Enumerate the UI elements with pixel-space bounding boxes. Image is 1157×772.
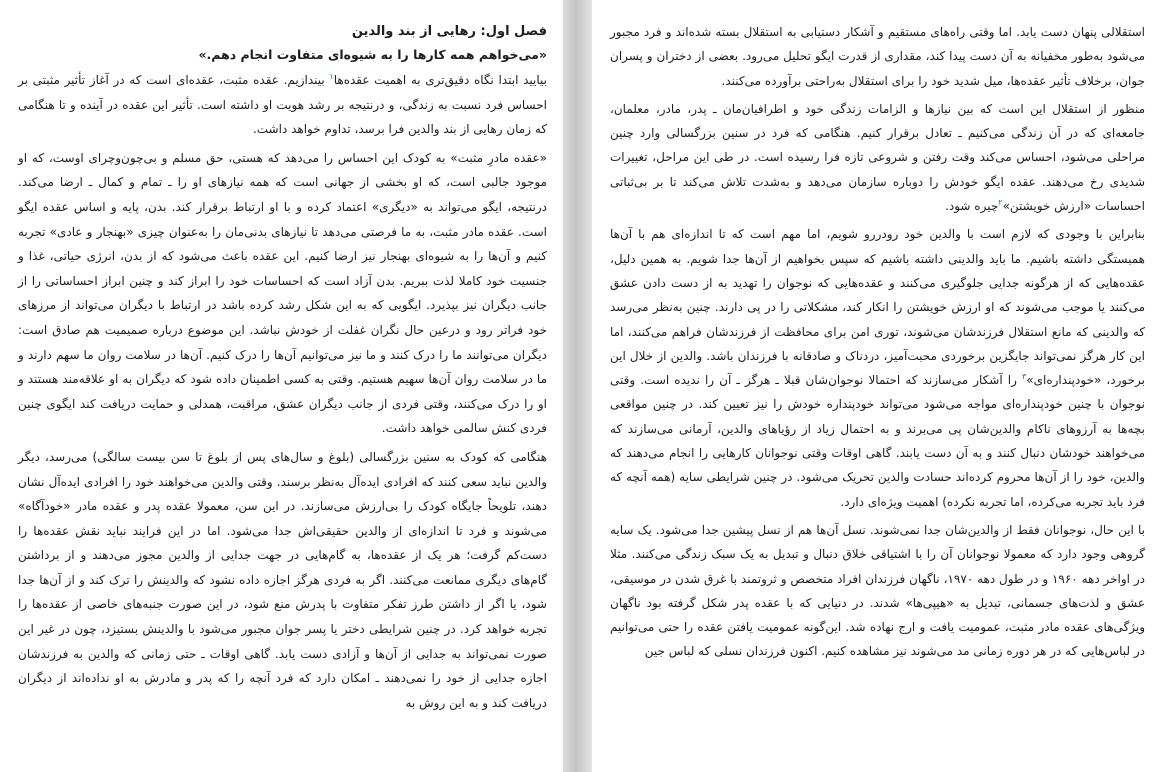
paragraph-text: چیره شود. <box>945 199 999 214</box>
paragraph: «عقده مادرِ مثبت» به کودک این احساس را می‌دهد که هستی، حق مسلم و بی‌چون‌وچرای اوست، که او موجود جالبی است، که او بخشی از جهانی است که همه نیازهای او را ـ تمام و کمال ـ ارضا می‌کند. درنتیجه، ایگو می‌تواند به «دیگری» اعتماد کرده و با او ارتباط برقرار کند. بدن، پایه و اساس عقده ایگو است. عقده مادر مثبت، به ما فرصتی می‌دهد تا نیازهای بدنی‌مان را به‌عنوان چیزی «بهنجار و عادی» تجربه کنیم و آن‌ها را به شیوه‌ای بهنجار نیز ارضا کنیم. این عقده باعث می‌شود که از بدن، انرژی حیاتی، غذا و جنسیت خود کاملا لذت ببریم. بدن آزاد است که احساسات خود را ابراز کند و چنین ابراز احساساتی را از جانب دیگران نیز بپذیرد. ایگویی که به این شکل رشد کرده باشد در ارتباط با دیگران می‌تواند از مرزهای خود فراتر رود و درعین حال نگران غفلت از خودش نباشد. این موضوع درباره صمیمیت هم صادق است: دیگران می‌توانند ما را درک کنند و ما نیز می‌توانیم آن‌ها را درک کنیم. آن‌ها در سلامت روان ما سهم دارند و ما در سلامت روان آن‌ها سهیم هستیم. وقتی به کسی اطمینان داده شود که دیگران به او علاقه‌مند هستند و او را درک می‌کنند، وقتی فردی از جانب دیگران عشق، مراقبت، همدلی و حمایت دریافت کند ایگوی چنین فردی کنش سالمی خواهد داشت. <box>18 150 547 436</box>
footnote-marker[interactable]: ۲ <box>998 198 1003 208</box>
chapter-title: فصل اول: رهایی از بند والدین <box>351 24 547 39</box>
paragraph-text: بیایید ابتدا نگاه دقیق‌تری به اهمیت عقده‌ها <box>333 73 547 87</box>
paragraph-text: را آشکار می‌سازند که احتمالا نوجوان‌شان قبلا ـ هرگز ـ آن را ندیده است. وقتی نوجوان با چنین خودپنداره‌ای مواجه می‌شود می‌تواند خودپنداره خودش را نیز تعیین کند. در چنین مواقعی بچه‌ها به آرزوهای ناکام والدین‌شان پی می‌برند و به احتمال زیاد از رؤیاهای والدین، آرمانی می‌سازند که می‌خواهند خودشان دنبال کنند و به آن دست یابند. گاهی اوقات وقتی نوجوانان کارهایی را انجام می‌دهند که والدین، خود را از آن‌ها محروم کرده‌اند حسادت والدین تحریک می‌شود. در چنین شرایطی سایه (همه آنچه که فرد باید تجربه می‌کرده، اما تجربه نکرده) اهمیت ویژه‌ای دارد. <box>610 373 1145 509</box>
paragraph <box>18 68 547 142</box>
paragraph-text: منظور از استقلال این است که بین نیازها و الزامات زندگی خود و اطرافیان‌مان ـ پدر، مادر، معلمان، جامعه‌ای که در آن زندگی می‌کنیم ـ تعادل برقرار کنیم. هنگامی که فرد در سنین بزرگسالی وارد چنین مراحلی می‌شود، احساس می‌کند وقت رفتن و شروعی تازه فرا رسیده است. در طی این مراحل، تغییرات شدیدی رخ می‌دهند. عقده ایگو خودش را دوباره سازمان می‌دهد و به‌شدت تلاش می‌کند تا بر بی‌ثباتی احساسات «ارزش خویشتن» <box>610 101 1145 214</box>
paragraph-text: بنابراین با وجودی که لازم است با والدین خود رودررو شویم، اما مهم است که تا اندازه‌ای هم با آن‌ها همبستگی داشته باشیم. ما باید والدینی داشته باشیم که سپس بخواهیم از آن‌ها جدا شویم. به همین دلیل، عقده‌هایی که از هرگونه جدایی جلوگیری می‌کنند و عقده‌هایی که نوجوان را تهدید به از دست دادن عشق می‌کنند یا موجب می‌شوند که او ارزش خویشتن را انکار کند، مشکلاتی را در پی دارند. چنین به‌نظر می‌رسد که والدینی که مانع استقلال فرزندشان می‌شوند، توری امن برای محافظت از فرزندشان فراهم می‌کنند، اما این کار هرگز نمی‌تواند جایگزین برخوردی محبت‌آمیز، دردناک و صادقانه با فرزندان باشد. والدین از خلال این برخورد، «خودپنداره‌ای» <box>610 227 1145 388</box>
paragraph: استقلالی پنهان دست یابد. اما وقتی راه‌های مستقیم و آشکار دستیابی به استقلال بسته شده‌اند و فرد مجبور می‌شود به‌طور مخفیانه به آن دست پیدا کند، مقداری از قدرت ایگو تحلیل می‌رود. بعضی از دختران و پسران جوان، برخلاف تأثیر عقده‌ها، میل شدید خود را برای استقلال به‌راحتی برآورده می‌کنند. <box>610 25 1145 88</box>
right-page <box>592 0 1157 772</box>
left-page <box>0 0 563 772</box>
paragraph <box>610 97 1145 218</box>
paragraph <box>610 222 1145 514</box>
chapter-subtitle: «می‌خواهم همه کارها را به شیوه‌ای متفاوت انجام دهم.» <box>198 47 547 62</box>
paragraph-text: بیندازیم. عقده مثبت، عقده‌ای است که در آغاز تأثیر مثبتی بر احساس فرد نسبت به زندگی، و درنتیجه بر رشد هویت او داشته است. تأثیر این عقده در آینده و تا هنگامی که زمان رهایی از بند والدین فرا برسد، تداوم خواهد داشت. <box>18 73 547 137</box>
footnote-marker[interactable]: ۱ <box>329 72 334 81</box>
page-gutter <box>563 0 592 772</box>
footnote-marker[interactable]: ۳ <box>1021 372 1027 382</box>
paragraph: با این حال، نوجوانان فقط از والدین‌شان جدا نمی‌شوند. نسل آن‌ها هم از نسل پیشین جدا می‌شود. یک سایه گروهی وجود دارد که معمولا نوجوانان آن را با اشتیاقی خلاق دنبال و تبدیل به یک سبک زندگی می‌کنند. مثلا در اواخر دهه ۱۹۶۰ و در طول دهه ۱۹۷۰، ناگهان فرزندان افراد متخصص و ثروتمند با غرق شدن در موسیقی، عشق و لذت‌های جسمانی، تبدیل به «هیپی‌ها» شدند. در دنیایی که با عقده پدر شکل گرفته بود ناگهان ویژگی‌های عقده مادر مثبت، عمومیت یافت و ارج نهاده شد. این‌گونه عمومیت یافتن عقده را حتی می‌توانیم در لباس‌هایی که در هر دوره زمانی مد می‌شوند نیز مشاهده کنیم. اکنون فرزندان نسلی که لباس جین <box>610 522 1145 659</box>
paragraph: هنگامی که کودک به سنین بزرگسالی (بلوغ و سال‌های پس از بلوغ تا سن بیست سالگی) می‌رسد، دیگر والدین نباید سعی کنند که افرادی ایده‌آل به‌نظر برسند. وقتی والدین می‌خواهند خود را افرادی ایده‌آل نشان دهند، تلویحاً جایگاه کودک را بی‌ارزش می‌سازند. در این سن، معمولا عقده پدر و عقده مادر «خودآگاه» می‌شوند و فرد تا اندازه‌ای از والدین حقیقی‌اش جدا می‌شود. اما در این فرایند نباید نقش عقده‌ها را دست‌کم گرفت؛ هر یک از عقده‌ها، به گام‌هایی در جهت جدایی از والدین مجوز می‌دهند و از برداشتن گام‌های دیگری ممانعت می‌کنند. اگر به فردی هرگز اجازه داده نشود که والدینش را ترک کند و از آن‌ها جدا شود، یا اگر از داشتن طرز تفکر متفاوت با پدرش منع شود، در این صورت جنبه‌های خاصی از عقده‌ها را تجربه خواهد کرد. در چنین شرایطی دختر یا پسر جوان مجبور می‌شود با والدینش بستیزد، چون در غیر این صورت نمی‌تواند به جدایی از آن‌ها و آزادی دست یابد. گاهی اوقات ـ حتی زمانی که والدین به فرزندشان اجازه جدایی از خود را نمی‌دهند ـ امکان دارد که فرد آنچه را که پدر و مادرش به او نداده‌اند از دیگران دریافت کند و به این روش به <box>18 449 547 710</box>
